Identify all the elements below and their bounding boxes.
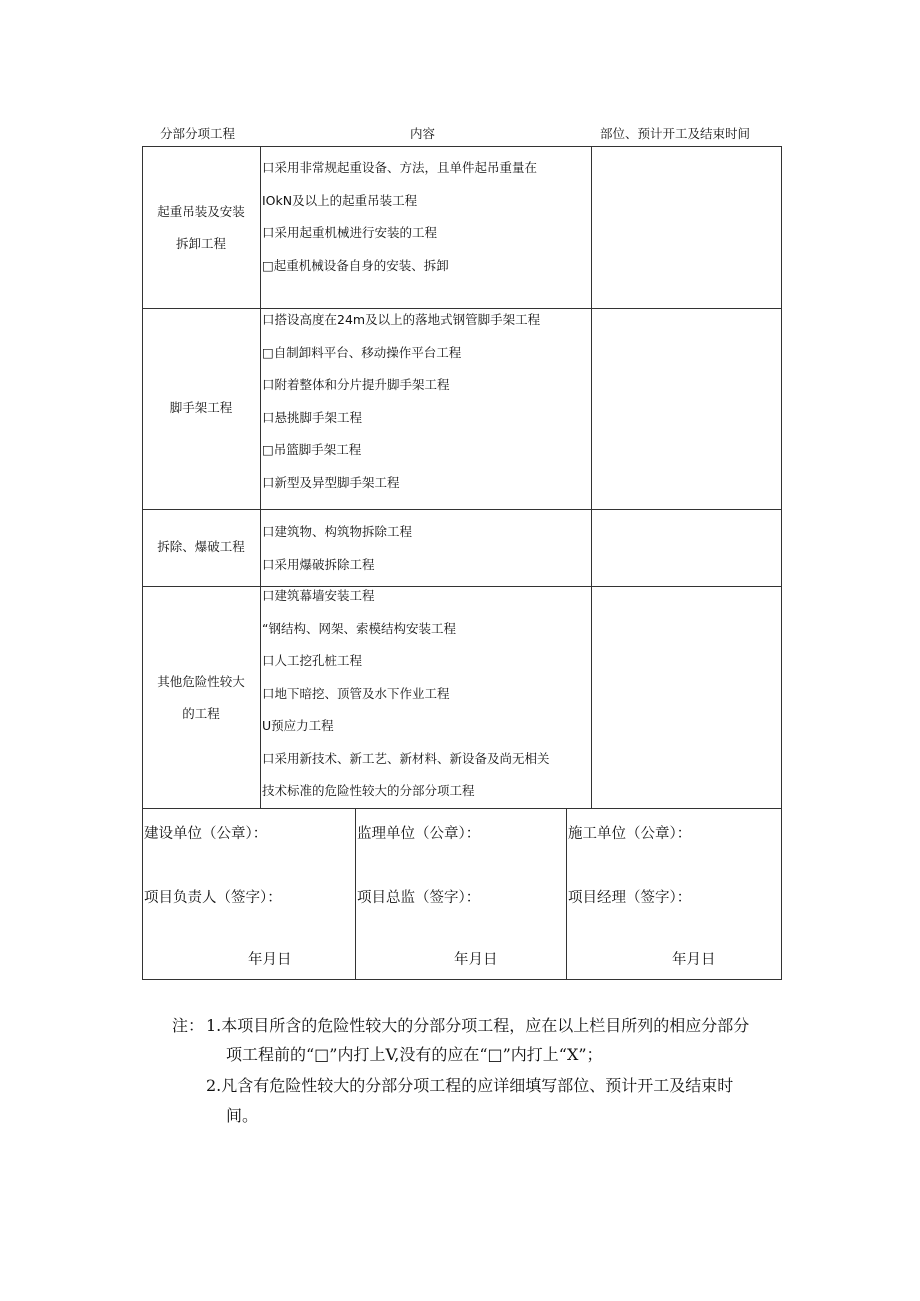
category-scaffolding: 脚手架工程	[169, 400, 233, 415]
list-item: 口采用起重机械进行安装的工程	[262, 225, 438, 240]
note-1: 1.本项目所含的危险性较大的分部分项工程，应在以上栏目所列的相应分部分	[206, 1016, 750, 1035]
notes-label: 注：	[172, 1016, 205, 1035]
lifting-items	[262, 158, 592, 288]
list-item: U预应力工程	[262, 718, 334, 733]
list-item: □起重机械设备自身的安装、拆卸	[262, 257, 449, 273]
list-item: IOkN及以上的起重吊装工程	[262, 192, 418, 208]
column-divider	[260, 146, 261, 808]
list-item: 口建筑幕墙安装工程	[262, 588, 375, 603]
signature-divider	[566, 808, 567, 980]
list-item: 口地下暗挖、顶管及水下作业工程	[262, 685, 450, 701]
construction-unit-seal: 施工单位（公章）：	[568, 826, 692, 842]
owner-date: 年月日	[248, 952, 292, 968]
column-header-content: 内容	[410, 126, 436, 141]
note-2-continued: 间。	[226, 1106, 259, 1125]
list-item: 口采用爆破拆除工程	[262, 556, 375, 572]
construction-manager-signature: 项目经理（签字）：	[568, 890, 692, 906]
list-item: 口附着整体和分片提升脚手架工程	[262, 377, 450, 392]
list-item: □自制卸料平台、移动操作平台工程	[262, 344, 462, 360]
hazard-table	[142, 146, 782, 980]
list-item: 口采用新技术、新工艺、新材料、新设备及尚无相关	[262, 750, 550, 766]
construction-date: 年月日	[672, 952, 716, 968]
owner-manager-signature: 项目负责人（签字）：	[144, 890, 282, 906]
scaffolding-items	[262, 310, 592, 505]
list-item: 口采用非常规起重设备、方法，且单件起吊重量在	[262, 160, 538, 175]
list-item: 口建筑物、构筑物拆除工程	[262, 524, 413, 539]
row-divider	[142, 308, 782, 309]
list-item: 口悬挑脚手架工程	[262, 409, 363, 425]
supervision-unit-seal: 监理单位（公章）：	[357, 826, 481, 842]
list-item: 口搭设高度在24m及以上的落地式钢管脚手架工程	[262, 312, 541, 327]
note-1-continued: 项工程前的“□”内打上V,没有的应在“□”内打上“X”；	[226, 1045, 603, 1064]
category-demolition: 拆除、爆破工程	[157, 539, 245, 554]
demolition-items	[262, 522, 592, 587]
row-divider	[142, 509, 782, 510]
list-item: “钢结构、网架、索模结构安装工程	[262, 620, 456, 636]
category-lifting: 起重吊装及安装 拆卸工程	[157, 204, 245, 251]
supervision-chief-signature: 项目总监（签字）：	[357, 890, 481, 906]
note-2: 2.凡含有危险性较大的分部分项工程的应详细填写部位、预计开工及结束时	[206, 1076, 734, 1095]
signature-divider	[355, 808, 356, 980]
list-item: □吊篮脚手架工程	[262, 442, 362, 457]
category-other: 其他危险性较大 的工程	[157, 674, 245, 721]
other-items	[262, 586, 592, 814]
list-item: 口人工挖孔桩工程	[262, 653, 363, 668]
list-item: 口新型及异型脚手架工程	[262, 474, 400, 490]
list-item: 技术标准的危险性较大的分部分项工程	[262, 783, 475, 798]
supervision-date: 年月日	[454, 952, 498, 968]
owner-unit-seal: 建设单位（公章）：	[144, 826, 268, 842]
table-border-left	[142, 146, 143, 980]
column-header-schedule: 部位、预计开工及结束时间	[600, 126, 751, 141]
table-border-bottom	[142, 979, 782, 980]
table-border-right	[781, 146, 782, 980]
table-border-top	[142, 146, 782, 147]
column-header-project: 分部分项工程	[160, 126, 236, 141]
